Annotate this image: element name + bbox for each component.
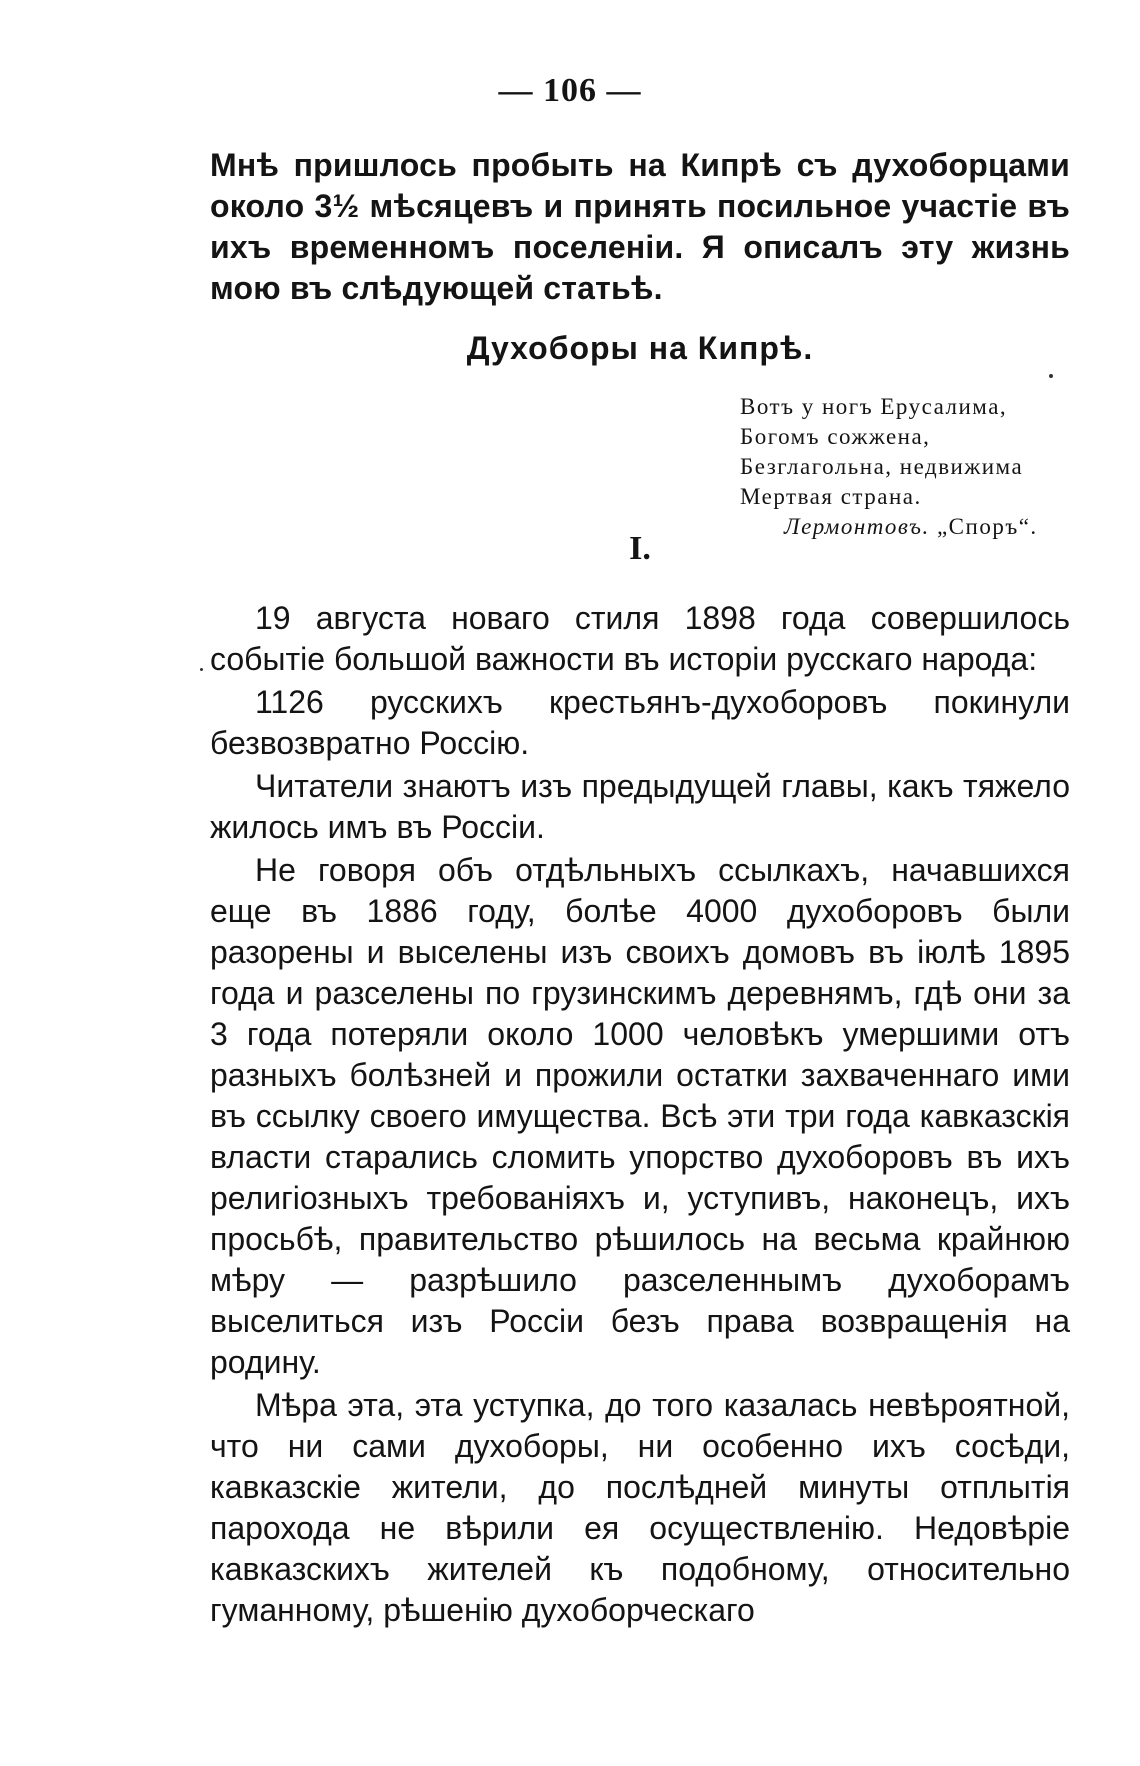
paragraph: Не говоря объ отдѣльныхъ ссылкахъ, начавшихся еще въ 1886 году, болѣе 4000 духоборовъ были разорены и выселены изъ своихъ домовъ въ іюлѣ 1895 года и разселены по грузинскимъ деревнямъ, гдѣ они за 3 года потеряли около 1000 человѣкъ умершими отъ разныхъ болѣзней и прожили остатки захваченнаго ими въ ссылку своего имущества. Всѣ эти три года кавказскія власти старались сломить упорство духоборовъ въ ихъ религіозныхъ требованіяхъ и, уступивъ, наконецъ, ихъ просьбѣ, правительство рѣшилось на весьма крайнюю мѣру — разрѣшило разселеннымъ духоборамъ выселиться изъ Россіи безъ права возвращенія на родину. [210, 852, 1070, 1380]
epigraph-line: Безглагольна, недвижима [740, 454, 1024, 479]
chapter-title: Духоборы на Кипрѣ. [466, 330, 814, 366]
epigraph-line: Мертвая страна. [740, 484, 922, 509]
epigraph-author: Лермонтовъ. [784, 514, 930, 539]
paragraph: 19 августа новаго стиля 1898 года совершилось событіе большой важности въ исторіи русскаго народа: [210, 600, 1070, 677]
epigraph [740, 392, 1070, 542]
page-number: — 106 — [498, 72, 642, 109]
body-text [210, 598, 1070, 1631]
paragraph: Мѣра эта, эта уступка, до того казалась невѣроятной, что ни сами духоборы, ни особенно ихъ сосѣди, кавказскіе жители, до послѣдней минуты отплытія парохода не вѣрили ея осуществленію. Недовѣріе кавказскихъ жителей къ подобному, относительно гуманному, рѣшенію духоборческаго [210, 1387, 1070, 1628]
paragraph: 1126 русскихъ крестьянъ-духоборовъ покинули безвозвратно Россію. [210, 684, 1070, 761]
paragraph: Читатели знаютъ изъ предыдущей главы, какъ тяжело жилось имъ въ Россіи. [210, 768, 1070, 845]
epigraph-line: Вотъ у ногъ Ерусалима, [740, 394, 1008, 419]
print-speck [1049, 374, 1053, 378]
intro-paragraph: Мнѣ пришлось пробыть на Кипрѣ съ духоборцами около 3½ мѣсяцевъ и принять посильное участіе въ ихъ временномъ поселеніи. Я описалъ эту жизнь мою въ слѣдующей статьѣ. [210, 147, 1070, 306]
epigraph-work: „Споръ“. [936, 514, 1038, 539]
section-number: I. [629, 530, 651, 567]
epigraph-line: Богомъ сожжена, [740, 424, 931, 449]
print-speck [200, 668, 203, 671]
